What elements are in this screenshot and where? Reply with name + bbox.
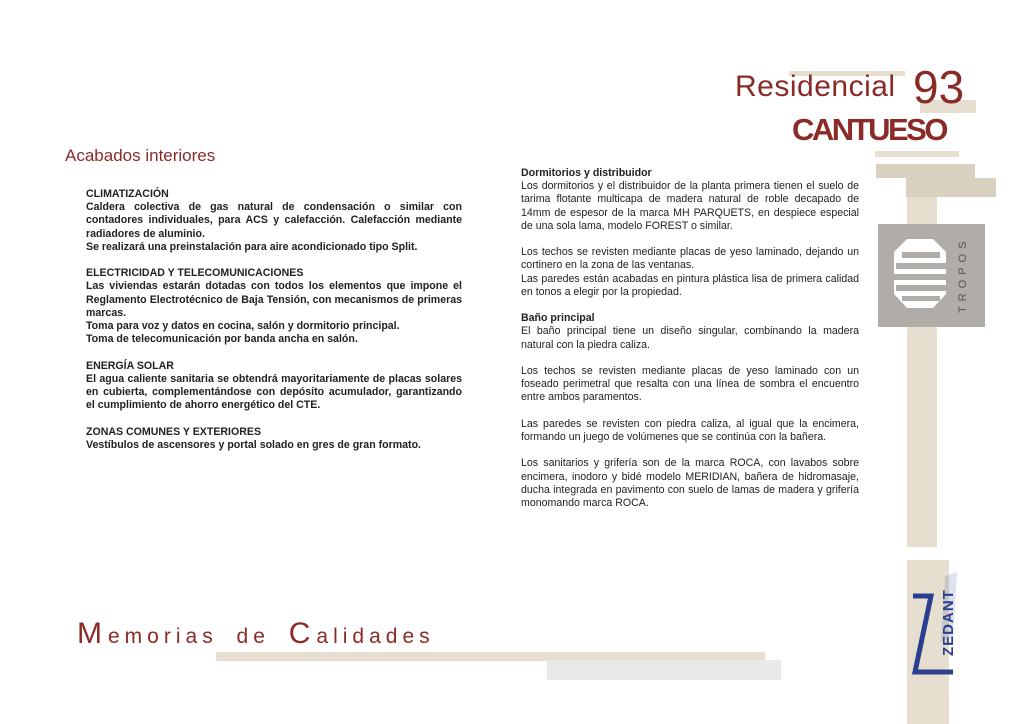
section-electricidad xyxy=(86,267,462,346)
paragraph: Los techos se revisten mediante placas de yeso laminado, dejando un cortinero en la zona de las ventanas. xyxy=(521,246,859,272)
section-dormitorios xyxy=(521,167,859,233)
page-number: 93 xyxy=(913,61,965,113)
section-zonas-comunes xyxy=(86,426,462,452)
heading-dormitorios: Dormitorios y distribuidor xyxy=(521,167,652,179)
paragraph: El baño principal tiene un diseño singular, combinando la madera natural con la piedra caliza. xyxy=(521,325,859,351)
paragraph: Los techos se revisten mediante placas de yeso laminado con un foseado perimetral que resalta con una línea de sombra el encuentro entre ambos paramentos. xyxy=(521,365,859,404)
title-residencial: Residencial xyxy=(735,70,896,103)
heading-bano: Baño principal xyxy=(521,312,595,325)
decor-bar-footer-2 xyxy=(547,660,781,680)
zedant-logo-text: ZEDANT xyxy=(940,589,957,656)
section-climatizacion xyxy=(86,188,462,254)
paragraph: Las paredes están acabadas en pintura plástica lisa de primera calidad en tonos a elegir por la propiedad. xyxy=(521,272,859,298)
heading-zonas-comunes: ZONAS COMUNES Y EXTERIORES xyxy=(86,425,262,438)
paragraph: Los sanitarios y grifería son de la marca ROCA, con lavabos sobre encimera, inodoro y bidé modelo MERIDIAN, bañera de hidromasaje, ducha integrada en pavimento con suelo de lamas de madera y grifería monomando marca ROCA. xyxy=(521,457,859,509)
text-line: Toma para voz y datos en cocina, salón y dormitorio principal. xyxy=(86,320,400,333)
decor-bar-top-3 xyxy=(875,151,959,157)
text-line: Se realizará una preinstalación para aire acondicionado tipo Split. xyxy=(86,240,418,253)
section-title: Acabados interiores xyxy=(65,146,216,165)
section-dormitorios-techos xyxy=(521,246,859,299)
paragraph: Los dormitorios y el distribuidor de la planta primera tienen el suelo de tarima flotante multicapa de madera natural de roble decapado de 14mm de espesor de la marca MH PARQUETS, en despiece especial de una sola lama, modelo FOREST o similar. xyxy=(521,180,859,232)
footer-word-emorias: emorias xyxy=(108,625,218,648)
heading-energia-solar: ENERGÍA SOLAR xyxy=(86,359,174,372)
decor-bar-top-4 xyxy=(876,164,975,178)
text-line: Vestíbulos de ascensores y portal solado en gres de gran formato. xyxy=(86,438,421,451)
footer-word-alidades: alidades xyxy=(316,625,435,648)
left-column xyxy=(86,188,462,465)
zedant-logo-icon xyxy=(905,568,965,680)
footer-word-de: de xyxy=(236,625,270,648)
project-name: CANTUESO xyxy=(792,112,946,147)
footer-cap-m: M xyxy=(77,617,108,650)
footer-title xyxy=(77,617,435,651)
paragraph: Las paredes se revisten con piedra caliza, al igual que la encimera, formando un juego de volúmenes que se continúa con la bañera. xyxy=(521,417,859,443)
text-line: El agua caliente sanitaria se obtendrá mayoritariamente de placas solares en cubierta, complementándose con depósito acumulador, garantizando el cumplimiento de ahorro energético del CTE. xyxy=(86,372,462,412)
zedant-logo xyxy=(905,568,965,680)
section-bano xyxy=(521,312,859,352)
decor-bar-top-5 xyxy=(906,178,996,197)
tropos-label: TROPOS xyxy=(957,236,969,314)
text-line: Las viviendas estarán dotadas con todos los elementos que impone el Reglamento Electrotécnico de Baja Tensión, con mecanismos de primeras marcas. xyxy=(86,280,462,319)
section-energia-solar xyxy=(86,360,462,413)
text-line: Caldera colectiva de gas natural de condensación o similar con contadores individuales, para ACS y calefacción. Calefacción mediante radiadores de aluminio. xyxy=(86,201,462,240)
heading-electricidad: ELECTRICIDAD Y TELECOMUNICACIONES xyxy=(86,267,304,280)
footer-cap-c: C xyxy=(288,617,317,650)
heading-climatizacion: CLIMATIZACIÓN xyxy=(86,188,169,200)
right-column xyxy=(521,167,859,523)
text-line: Toma de telecomunicación por banda ancha en salón. xyxy=(86,333,358,346)
